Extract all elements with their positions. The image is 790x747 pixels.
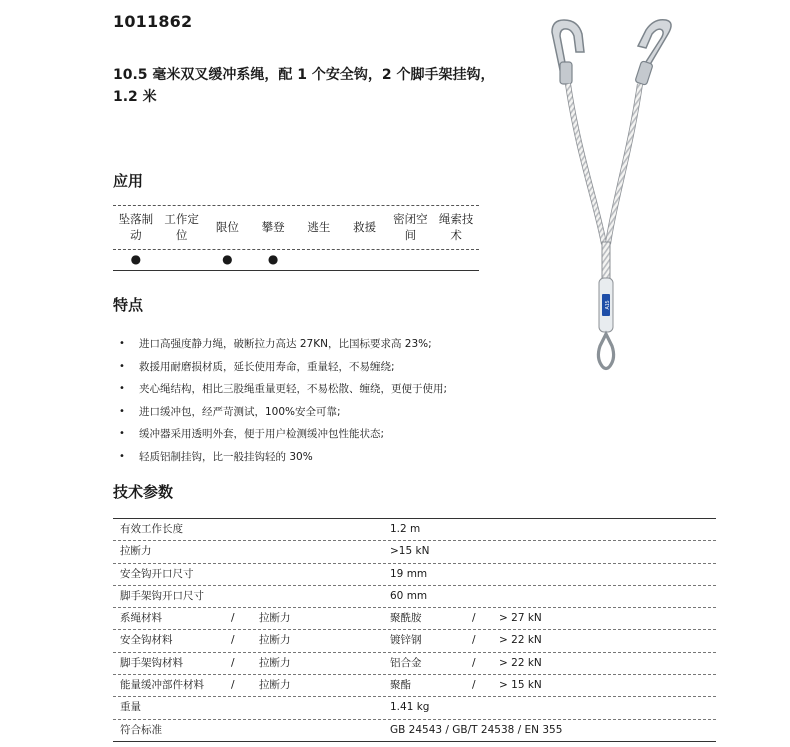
feature-item: • 夹心绳结构，相比三股绳重量更轻，不易松散、缠绕，更便于使用; (113, 378, 533, 401)
feature-item: • 进口高强度静力绳，破断拉力高达 27KN，比国标要求高 23%; (113, 333, 533, 356)
app-mark-7 (388, 250, 434, 268)
spec-row: 安全钩开口尺寸 19 mm (113, 564, 716, 586)
app-col-work-positioning: 工作定位 (164, 212, 199, 242)
svg-text:A15: A15 (605, 300, 611, 310)
right-scaffold-hook-icon (635, 20, 671, 86)
feature-item: • 救援用耐磨损材质，延长使用寿命，重量轻，不易缠绕; (113, 356, 533, 379)
feature-item: • 轻质铝制挂钩，比一般挂钩轻的 30% (113, 446, 533, 469)
app-mark-8 (433, 250, 479, 268)
product-code: 1011862 (113, 12, 193, 31)
safety-carabiner-icon (598, 334, 613, 369)
spec-row: 能量缓冲部件材料 / 拉断力 聚酯 / > 15 kN (113, 675, 716, 697)
application-table (113, 205, 479, 268)
specs-table (113, 518, 716, 742)
app-col-rescue: 救援 (353, 220, 377, 234)
app-col-escape: 逃生 (307, 220, 331, 234)
feature-item: • 进口缓冲包，经严苛测试，100%安全可靠; (113, 401, 533, 424)
app-mark-1: ● (130, 252, 142, 266)
spec-row: 符合标准 GB 24543 / GB/T 24538 / EN 355 (113, 720, 716, 742)
app-mark-6 (342, 250, 388, 268)
app-col-rope-access: 绳索技术 (438, 212, 474, 242)
specs-heading: 技术参数 (113, 483, 174, 501)
features-heading: 特点 (113, 296, 144, 314)
app-col-confined-space: 密闭空间 (393, 212, 428, 242)
app-mark-5 (296, 250, 342, 268)
app-mark-2 (159, 250, 205, 268)
spec-row: 有效工作长度 1.2 m (113, 519, 716, 541)
app-mark-3: ● (222, 252, 233, 266)
spec-row: 安全钩材料 / 拉断力 镀锌钢 / > 22 kN (113, 630, 716, 652)
features-list (113, 333, 533, 468)
app-col-climbing: 攀登 (261, 220, 285, 234)
energy-absorber-icon (599, 278, 613, 332)
product-title: 10.5 毫米双叉缓冲系绳，配 1 个安全钩，2 个脚手架挂钩，1.2 米 (113, 67, 495, 105)
app-table-bottom-rule (113, 270, 479, 271)
app-mark-4: ● (267, 252, 279, 266)
application-heading: 应用 (113, 172, 144, 190)
app-col-restraint: 限位 (215, 220, 239, 234)
lanyard-product-icon (538, 12, 698, 372)
spec-row: 脚手架钩材料 / 拉断力 铝合金 / > 22 kN (113, 653, 716, 675)
app-col-fall-arrest: 坠落制动 (118, 212, 154, 242)
spec-row: 脚手架钩开口尺寸 60 mm (113, 586, 716, 608)
spec-row: 重量 1.41 kg (113, 697, 716, 719)
left-scaffold-hook-icon (552, 20, 584, 84)
spec-row: 拉断力 >15 kN (113, 541, 716, 563)
spec-row: 系绳材料 / 拉断力 聚酰胺 / > 27 kN (113, 608, 716, 630)
feature-item: • 缓冲器采用透明外套，便于用户检测缓冲包性能状态; (113, 423, 533, 446)
